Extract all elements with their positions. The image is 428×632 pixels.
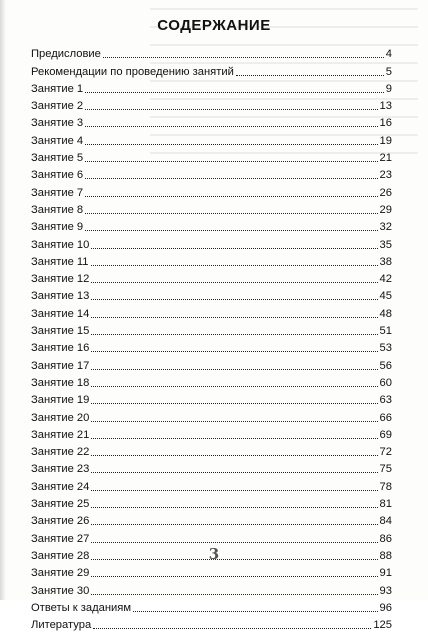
page-number: 3 — [208, 545, 220, 563]
dot-leader — [91, 299, 377, 300]
dot-leader — [91, 542, 377, 543]
toc-entry-label: Занятие 25 — [31, 498, 90, 511]
toc-entry-page: 84 — [379, 515, 392, 528]
dot-leader — [103, 57, 384, 58]
toc-entry-label: Занятие 29 — [31, 567, 90, 580]
toc-entry — [31, 61, 392, 78]
toc-entry-label: Занятие 3 — [31, 117, 84, 130]
toc-entry — [31, 373, 392, 390]
toc-entry — [31, 286, 392, 303]
page-title: СОДЕРЖАНИЕ — [157, 17, 271, 34]
toc-entry — [31, 494, 392, 511]
toc-entry-page: 63 — [379, 394, 392, 407]
toc-entry-label: Занятие 12 — [31, 273, 90, 286]
toc-entry-label: Предисловие — [31, 48, 101, 61]
toc-entry — [31, 217, 392, 234]
toc-entry-page: 13 — [379, 100, 392, 113]
toc-entry-label: Занятие 17 — [31, 359, 90, 372]
toc-entry-label: Занятие 15 — [31, 325, 90, 338]
dot-leader — [85, 213, 377, 214]
toc-entry — [31, 269, 392, 286]
toc-entry-page: 53 — [379, 342, 392, 355]
toc-entry-page: 56 — [379, 359, 392, 372]
table-of-contents — [31, 44, 392, 632]
toc-entry — [31, 113, 392, 130]
toc-entry — [31, 165, 392, 182]
toc-entry — [31, 476, 392, 493]
dot-leader — [91, 386, 377, 387]
toc-entry — [31, 303, 392, 320]
toc-entry-label: Занятие 24 — [31, 480, 90, 493]
toc-entry-page: 23 — [379, 169, 392, 182]
toc-entry-page: 81 — [379, 498, 392, 511]
toc-entry — [31, 390, 392, 407]
dot-leader — [91, 524, 377, 525]
toc-entry-page: 16 — [379, 117, 392, 130]
toc-entry-label: Занятие 7 — [31, 186, 84, 199]
toc-entry-label: Занятие 21 — [31, 428, 90, 441]
dot-leader — [91, 507, 377, 508]
toc-entry-label: Литература — [31, 619, 92, 632]
toc-entry — [31, 580, 392, 597]
toc-entry-page: 35 — [379, 238, 392, 251]
dot-leader — [85, 126, 377, 127]
dot-leader — [91, 403, 377, 404]
toc-entry — [31, 182, 392, 199]
dot-leader — [91, 282, 377, 283]
toc-entry-page: 42 — [379, 273, 392, 286]
dot-leader — [91, 576, 377, 577]
toc-entry — [31, 407, 392, 424]
toc-entry-label: Занятие 16 — [31, 342, 90, 355]
dot-leader — [91, 248, 377, 249]
toc-entry-page: 32 — [379, 221, 392, 234]
toc-entry-page: 45 — [379, 290, 392, 303]
toc-entry-label: Занятие 13 — [31, 290, 90, 303]
toc-entry-page: 9 — [385, 82, 392, 95]
toc-entry — [31, 130, 392, 147]
toc-entry-page: 48 — [379, 307, 392, 320]
toc-entry — [31, 615, 392, 632]
dot-leader — [133, 611, 377, 612]
toc-entry-label: Рекомендации по проведению занятий — [31, 65, 234, 78]
toc-entry-label: Занятие 5 — [31, 152, 84, 165]
toc-entry-label: Занятие 8 — [31, 203, 84, 216]
toc-entry — [31, 200, 392, 217]
dot-leader — [85, 144, 377, 145]
dot-leader — [91, 455, 377, 456]
dot-leader — [85, 109, 377, 110]
toc-entry-page: 78 — [379, 480, 392, 493]
dot-leader — [85, 230, 377, 231]
toc-entry-page: 86 — [379, 532, 392, 545]
toc-entry-page: 93 — [379, 584, 392, 597]
dot-leader — [91, 369, 377, 370]
toc-entry-label: Занятие 9 — [31, 221, 84, 234]
toc-entry — [31, 511, 392, 528]
toc-entry-label: Занятие 20 — [31, 411, 90, 424]
dot-leader — [236, 75, 384, 76]
toc-entry — [31, 252, 392, 269]
toc-entry — [31, 148, 392, 165]
dot-leader — [91, 490, 377, 491]
toc-entry — [31, 338, 392, 355]
toc-entry-page: 29 — [379, 203, 392, 216]
dot-leader — [91, 438, 377, 439]
dot-leader — [85, 178, 377, 179]
toc-entry-page: 60 — [379, 376, 392, 389]
toc-entry-label: Занятие 11 — [31, 255, 89, 268]
toc-entry-page: 96 — [379, 601, 392, 614]
dot-leader — [91, 421, 377, 422]
toc-entry-page: 91 — [379, 567, 392, 580]
toc-entry-page: 72 — [379, 446, 392, 459]
toc-entry-label: Занятие 27 — [31, 532, 90, 545]
dot-leader — [91, 334, 377, 335]
toc-entry-label: Занятие 14 — [31, 307, 90, 320]
dot-leader — [85, 161, 377, 162]
dot-leader — [93, 628, 371, 629]
toc-entry-label: Занятие 4 — [31, 134, 84, 147]
toc-entry — [31, 459, 392, 476]
toc-entry-label: Ответы к заданиям — [31, 601, 132, 614]
dot-leader — [85, 92, 384, 93]
toc-entry-page: 88 — [379, 549, 392, 562]
toc-entry — [31, 355, 392, 372]
toc-entry-label: Занятие 19 — [31, 394, 90, 407]
dot-leader — [85, 196, 377, 197]
toc-entry-label: Занятие 28 — [31, 549, 90, 562]
toc-entry-page: 51 — [379, 325, 392, 338]
dot-leader — [91, 351, 377, 352]
toc-entry — [31, 598, 392, 615]
toc-entry-label: Занятие 1 — [31, 82, 84, 95]
toc-entry-page: 38 — [379, 255, 392, 268]
toc-entry-page: 66 — [379, 411, 392, 424]
toc-entry-label: Занятие 30 — [31, 584, 90, 597]
toc-entry-label: Занятие 6 — [31, 169, 84, 182]
toc-entry — [31, 442, 392, 459]
dot-leader — [91, 594, 377, 595]
toc-entry-page: 26 — [379, 186, 392, 199]
toc-entry — [31, 321, 392, 338]
toc-entry-label: Занятие 2 — [31, 100, 84, 113]
toc-entry-page: 5 — [385, 65, 392, 78]
dot-leader — [91, 265, 378, 266]
toc-entry-label: Занятие 18 — [31, 376, 90, 389]
toc-entry-page: 4 — [385, 48, 392, 61]
toc-entry — [31, 425, 392, 442]
page-edge-shadow — [0, 0, 6, 600]
dot-leader — [91, 317, 377, 318]
toc-entry — [31, 79, 392, 96]
toc-entry-label: Занятие 22 — [31, 446, 90, 459]
toc-entry-page: 21 — [379, 152, 392, 165]
toc-entry-page: 75 — [379, 463, 392, 476]
toc-entry — [31, 234, 392, 251]
toc-entry-label: Занятие 10 — [31, 238, 90, 251]
toc-entry-label: Занятие 26 — [31, 515, 90, 528]
dot-leader — [91, 472, 377, 473]
toc-entry — [31, 563, 392, 580]
toc-entry-page: 69 — [379, 428, 392, 441]
toc-entry-page: 19 — [379, 134, 392, 147]
toc-entry — [31, 528, 392, 545]
toc-entry — [31, 44, 392, 61]
toc-entry — [31, 96, 392, 113]
toc-entry-label: Занятие 23 — [31, 463, 90, 476]
toc-entry-page: 125 — [373, 619, 392, 632]
